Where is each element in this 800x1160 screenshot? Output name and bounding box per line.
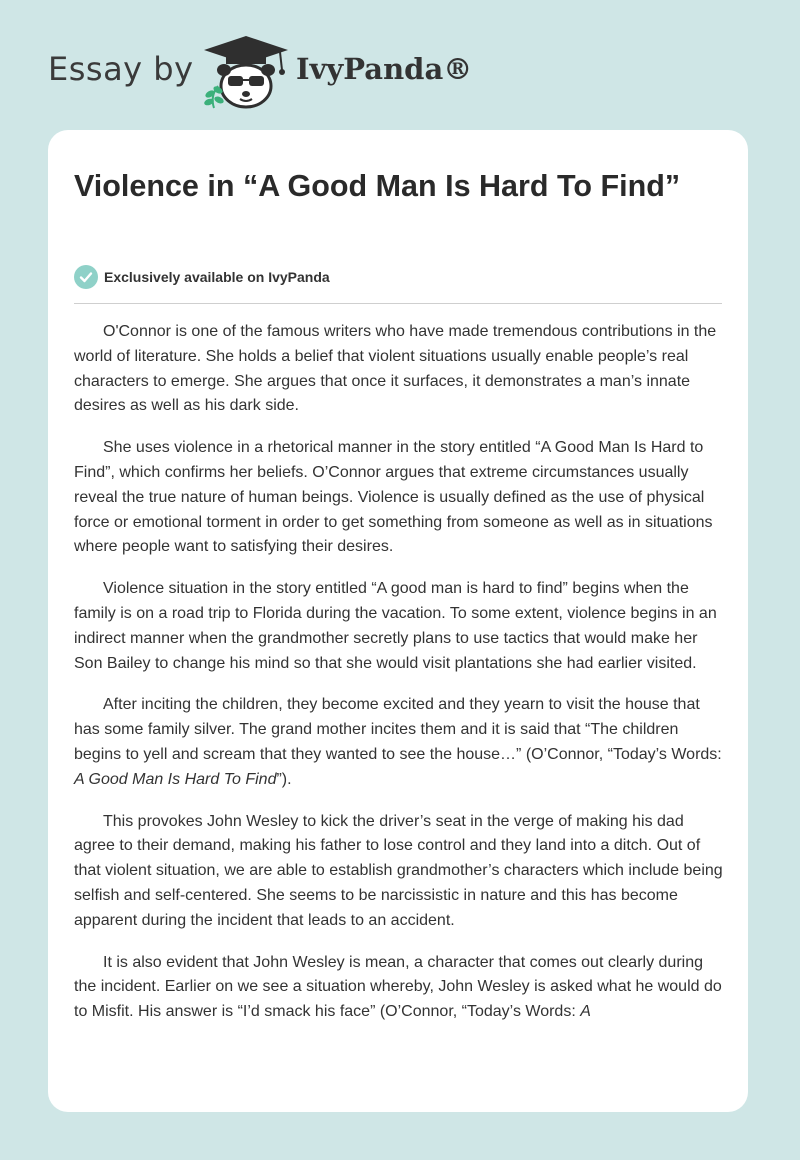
brand-name[interactable]: IvyPanda® [296, 52, 473, 86]
paragraph: She uses violence in a rhetorical manner in the story entitled “A Good Man Is Hard to Find”, which confirms her beliefs. O’Connor argues that extreme circumstances usually reveal the true nature of human beings. Violence is usually defined as the use of physical force or emotional torment in order to get something from someone as well as in situations where people want to satisfying their desires. [74, 439, 713, 556]
essay-body [74, 320, 724, 1042]
paragraph: Violence situation in the story entitled “A good man is hard to find” begins when the family is on a road trip to Florida during the vacation. To some extent, violence begins in an indirect manner when the grandmother secretly plans to use tactics that would make her Son Bailey to change his mind so that she would visit plantations she had earlier visited. [74, 580, 717, 672]
checkmark-icon [74, 265, 98, 289]
exclusive-badge [74, 264, 330, 290]
divider [74, 303, 722, 304]
paragraph: After inciting the children, they become excited and they yearn to visit the house that has some family silver. The grand mother incites them and it is said that “The children begins to yell and scream that they wanted to see the house…” (O’Connor, “Today’s Words: A Good Man Is Hard To Find”). [74, 696, 722, 788]
page-title: Violence in “A Good Man Is Hard To Find” [74, 169, 681, 203]
site-header [0, 0, 800, 130]
essay-by-label: Essay by [48, 50, 194, 88]
essay-card [48, 130, 748, 1112]
paragraph: This provokes John Wesley to kick the driver’s seat in the verge of making his dad agree to their demand, making his father to lose control and they land into a ditch. Out of that violent situation, we are able to establish grandmother’s characters which include being selfish and self-centered. She seems to be narcissistic in nature and this has become apparent during the incident that leads to an accident. [74, 812, 723, 929]
paragraph: O'Connor is one of the famous writers who have made tremendous contributions in the world of literature. She holds a belief that violent situations usually enable people’s real characters to emerge. She argues that once it surfaces, it demonstrates a man’s innate desires as well as his dark side. [74, 323, 717, 415]
exclusive-badge-label: Exclusively available on IvyPanda [104, 269, 330, 285]
panda-graduate-logo-icon[interactable] [200, 34, 292, 110]
paragraph: It is also evident that John Wesley is mean, a character that comes out clearly during the incident. Earlier on we see a situation whereby, John Wesley is asked what he would do to Misfit. His answer is “I’d smack his face” (O’Connor, “Today’s Words: A [74, 953, 722, 1021]
